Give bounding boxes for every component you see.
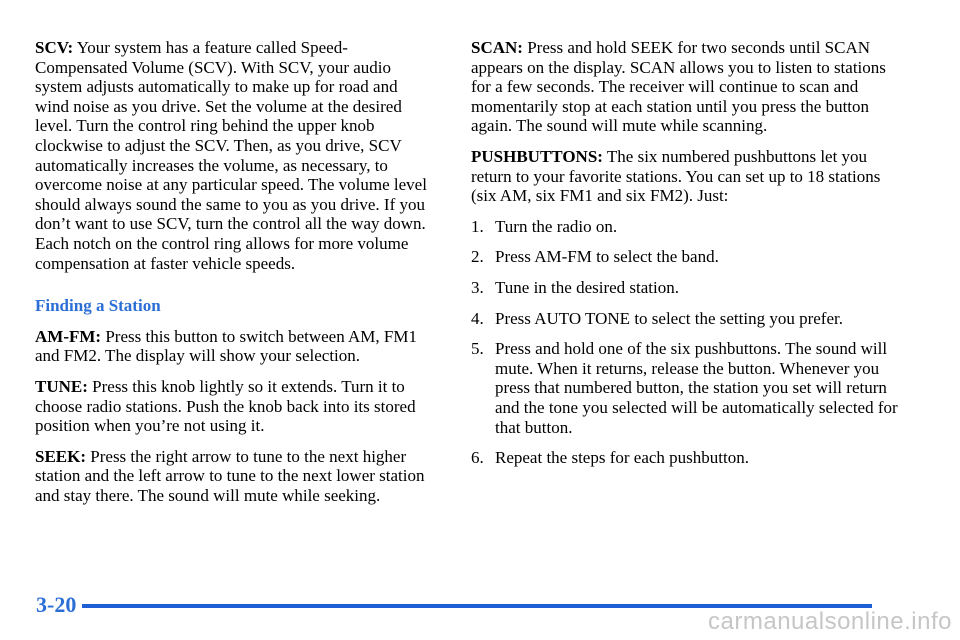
step-number: 3. [471,277,484,297]
step-text: Turn the radio on. [495,216,618,236]
step-text: Repeat the steps for each pushbutton. [495,448,749,468]
seek-label: SEEK: [35,446,87,466]
step-number: 1. [471,216,484,236]
step-number: 2. [471,247,484,267]
right-column [471,38,901,479]
amfm-paragraph [35,327,435,366]
seek-paragraph [35,447,435,506]
scv-paragraph [35,38,435,273]
step-text: Press AUTO TONE to select the setting you prefer. [495,308,843,328]
left-column [35,38,435,516]
amfm-label: AM-FM: [35,326,102,346]
amfm-text: Press this button to switch between AM, FM1 and FM2. The display will show your selection. [35,326,417,366]
scv-label: SCV: [35,38,74,57]
scv-text: Your system has a feature called Speed-Compensated Volume (SCV). With SCV, your audio system adjusts automatically to make up for road and wind noise as you drive. Set the volume at the desired level. Turn the control ring behind the upper knob clockwise to adjust the SCV. Then, as you drive, SCV automatically increases the volume, as necessary, to overcome noise at any particular speed. The volume level should always sound the same to you as you drive. If you don’t want to use SCV, turn the control all the way down. Each notch on the control ring allows for more volume compensation at faster vehicle speeds. [35,38,427,273]
list-item [471,309,901,329]
scan-text: Press and hold SEEK for two seconds until SCAN appears on the display. SCAN allows you to listen to stations for a few seconds. The receiver will continue to scan and momentarily stop at each station until you press the button again. The sound will mute while scanning. [471,38,886,136]
step-text: Press AM-FM to select the band. [495,247,719,267]
pushbuttons-paragraph [471,147,901,206]
step-number: 6. [471,448,484,468]
step-text: Press and hold one of the six pushbuttons. The sound will mute. When it returns, release the button. Whenever you press that numbered button, the station you set will return and the tone you selected will be automatically selected for that button. [495,339,898,437]
watermark-text: carmanualsonline.info [708,608,952,635]
step-number: 5. [471,339,484,359]
list-item [471,217,901,237]
tune-paragraph [35,377,435,436]
tune-text: Press this knob lightly so it extends. Turn it to choose radio stations. Push the knob back into its stored position when you’re not using it. [35,376,416,436]
tune-label: TUNE: [35,376,88,396]
scan-label: SCAN: [471,38,523,57]
page-number: 3-20 [36,592,77,617]
list-item [471,448,901,468]
list-item [471,339,901,437]
step-text: Tune in the desired station. [495,277,679,297]
pushbuttons-text: The six numbered pushbuttons let you return to your favorite stations. You can set up to 18 stations (six AM, six FM1 and six FM2). Just: [471,146,881,206]
list-item [471,278,901,298]
step-number: 4. [471,308,484,328]
pushbuttons-label: PUSHBUTTONS: [471,146,603,166]
list-item [471,247,901,267]
seek-text: Press the right arrow to tune to the next higher station and the left arrow to tune to the next lower station and stay there. The sound will mute while seeking. [35,446,425,505]
steps-list [471,217,901,468]
section-heading: Finding a Station [35,296,161,316]
scan-paragraph [471,38,901,136]
